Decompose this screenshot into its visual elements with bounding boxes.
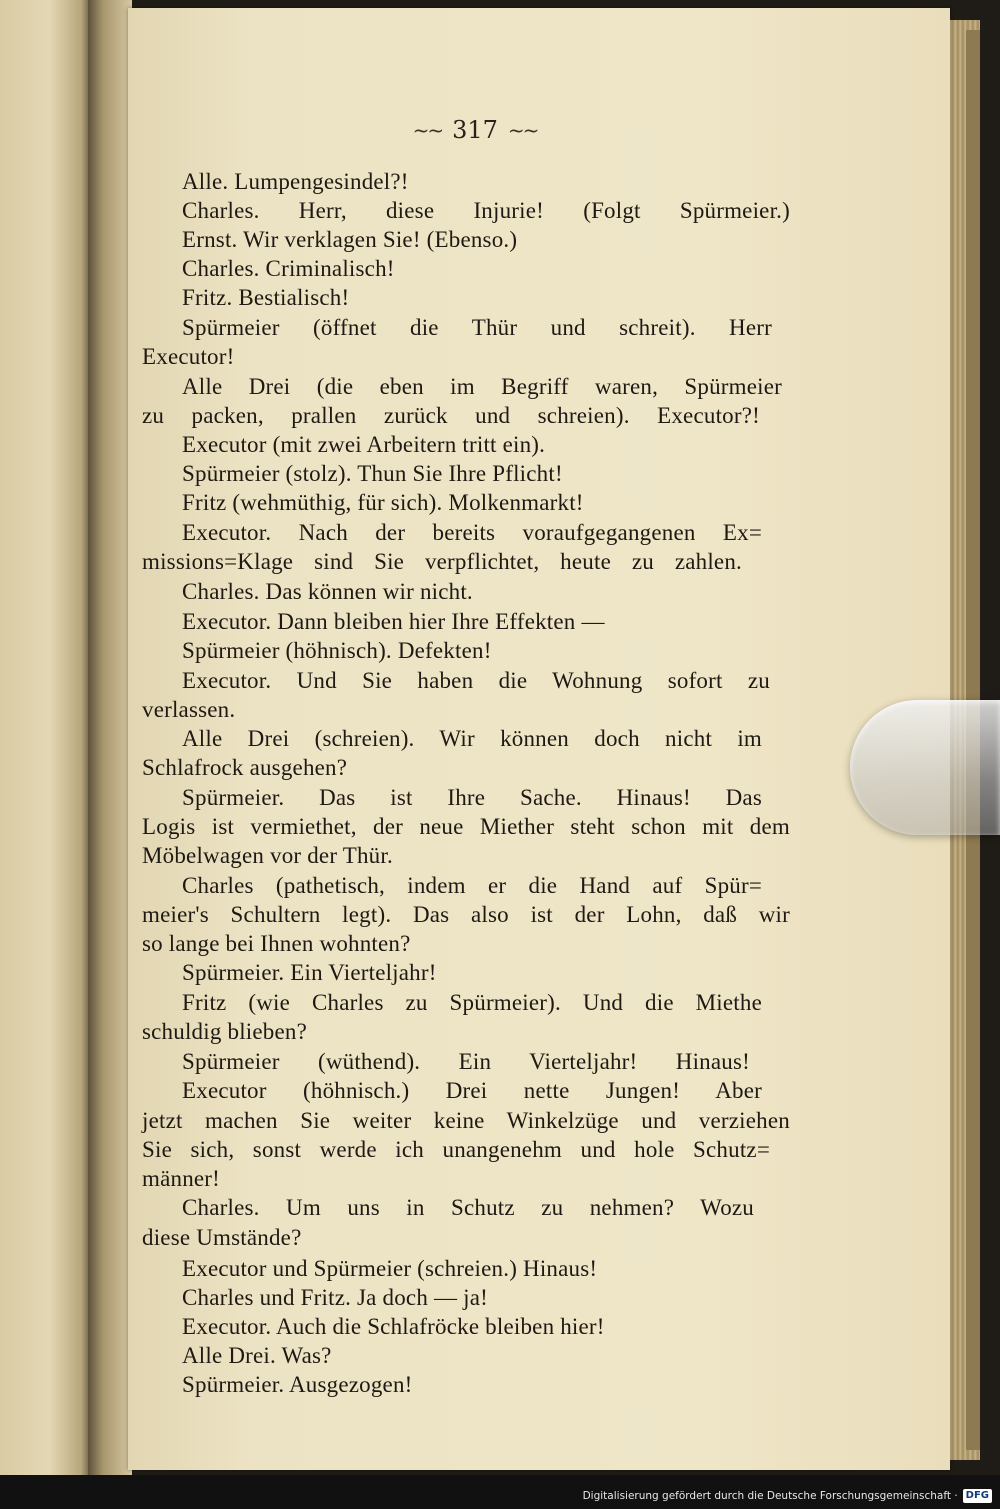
book-gutter <box>88 0 132 1475</box>
text-line: Charles. Herr, diese Injurie! (Folgt Spürmeier.) <box>182 198 790 223</box>
text-line: Executor. Nach der bereits voraufgegangenen Ex= <box>182 520 762 545</box>
header-ornament-left: ~~ <box>412 118 443 142</box>
text-line: Spürmeier. Ausgezogen! <box>182 1372 413 1397</box>
text-line: so lange bei Ihnen wohnten? <box>142 931 411 956</box>
text-line: Executor. Dann bleiben hier Ihre Effekten — <box>182 609 605 634</box>
text-line: Möbelwagen vor der Thür. <box>142 843 393 868</box>
text-line: Alle. Lumpengesindel?! <box>182 169 409 194</box>
text-line: Executor (mit zwei Arbeitern tritt ein). <box>182 432 546 457</box>
text-line: Charles. Criminalisch! <box>182 256 395 281</box>
text-line: zu packen, prallen zurück und schreien). Executor?! <box>142 403 760 428</box>
text-line: Fritz (wehmüthig, für sich). Molkenmarkt! <box>182 490 584 515</box>
text-line: Fritz. Bestialisch! <box>182 285 350 310</box>
text-line: Spürmeier (öffnet die Thür und schreit). Herr <box>182 315 772 340</box>
text-line: Spürmeier (stolz). Thun Sie Ihre Pflicht! <box>182 461 563 486</box>
text-line: Spürmeier (wüthend). Ein Vierteljahr! Hinaus! <box>182 1049 750 1074</box>
text-line: jetzt machen Sie weiter keine Winkelzüge und verziehen <box>142 1108 790 1133</box>
text-line: Charles und Fritz. Ja doch — ja! <box>182 1285 488 1310</box>
text-line: Charles. Das können wir nicht. <box>182 579 473 604</box>
text-line: Ernst. Wir verklagen Sie! (Ebenso.) <box>182 227 518 252</box>
text-line: Sie sich, sonst werde ich unangenehm und hole Schutz= <box>142 1137 770 1162</box>
text-line: Logis ist vermiethet, der neue Miether steht schon mit dem <box>142 814 790 839</box>
text-line: missions=Klage sind Sie verpflichtet, heute zu zahlen. <box>142 549 742 574</box>
text-line: Charles (pathetisch, indem er die Hand auf Spür= <box>182 873 762 898</box>
text-line: Spürmeier. Das ist Ihre Sache. Hinaus! Das <box>182 785 762 810</box>
text-line: diese Umstände? <box>142 1225 302 1250</box>
text-line: Fritz (wie Charles zu Spürmeier). Und die Miethe <box>182 990 762 1015</box>
text-line: Executor (höhnisch.) Drei nette Jungen! Aber <box>182 1078 762 1103</box>
text-line: männer! <box>142 1166 221 1191</box>
text-line: Alle Drei (die eben im Begriff waren, Spürmeier <box>182 374 782 399</box>
text-line: Schlafrock ausgehen? <box>142 755 348 780</box>
text-line: Spürmeier. Ein Vierteljahr! <box>182 960 437 985</box>
header-ornament-right: ~~ <box>507 118 538 142</box>
page-clip <box>850 700 1000 835</box>
text-line: schuldig blieben? <box>142 1019 307 1044</box>
text-line: verlassen. <box>142 697 236 722</box>
dfg-logo: DFG <box>963 1489 992 1503</box>
text-line: Charles. Um uns in Schutz zu nehmen? Wozu <box>182 1195 754 1220</box>
page-header <box>385 115 565 145</box>
text-line: Executor und Spürmeier (schreien.) Hinaus! <box>182 1256 598 1281</box>
text-line: Alle Drei (schreien). Wir können doch nicht im <box>182 726 762 751</box>
text-line: Executor. Und Sie haben die Wohnung sofort zu <box>182 668 770 693</box>
page-number: 317 <box>452 116 498 144</box>
text-line: Spürmeier (höhnisch). Defekten! <box>182 638 492 663</box>
previous-page-edge <box>0 0 90 1475</box>
digitization-credit <box>583 1488 992 1504</box>
text-line: Executor! <box>142 344 235 369</box>
text-line: Alle Drei. Was? <box>182 1343 332 1368</box>
credit-text: Digitalisierung gefördert durch die Deutsche Forschungsgemeinschaft · <box>582 1490 958 1502</box>
text-line: meier's Schultern legt). Das also ist der Lohn, daß wir <box>142 902 790 927</box>
text-line: Executor. Auch die Schlafröcke bleiben hier! <box>182 1314 605 1339</box>
